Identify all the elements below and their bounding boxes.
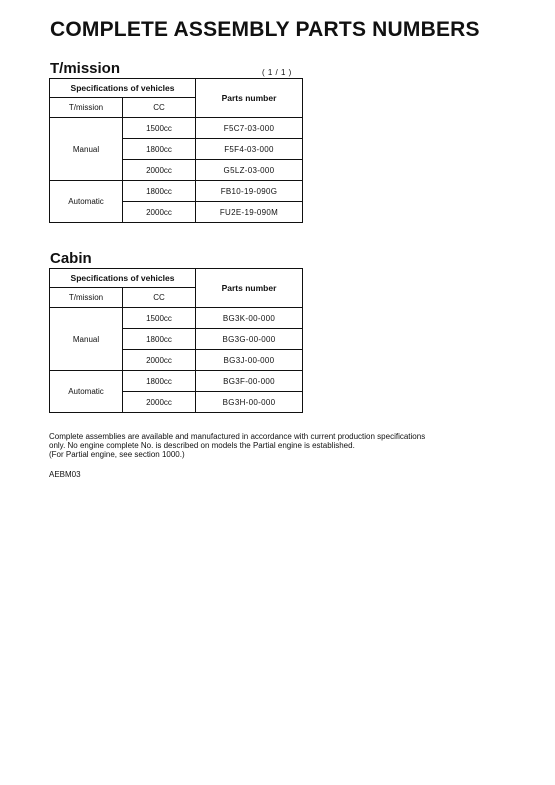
cc-header: CC — [123, 98, 196, 118]
parts-number-header: Parts number — [196, 79, 303, 118]
parts-number-cell: BG3G-00-000 — [196, 329, 303, 350]
parts-number-cell: BG3H-00-000 — [196, 392, 303, 413]
cc-header: CC — [123, 288, 196, 308]
cc-cell: 1800cc — [123, 139, 196, 160]
parts-number-cell: BG3K-00-000 — [196, 308, 303, 329]
tmission-type-cell: Automatic — [50, 181, 123, 223]
tmission-type-cell: Manual — [50, 118, 123, 181]
parts-number-cell: G5LZ-03-000 — [196, 160, 303, 181]
parts-number-cell: F5F4-03-000 — [196, 139, 303, 160]
cc-cell: 1800cc — [123, 371, 196, 392]
cabin-section-title: Cabin — [50, 250, 92, 267]
cc-cell: 2000cc — [123, 202, 196, 223]
tmission-type-cell: Automatic — [50, 371, 123, 413]
cc-cell: 2000cc — [123, 392, 196, 413]
cc-cell: 2000cc — [123, 160, 196, 181]
table-row — [50, 181, 303, 202]
spec-header: Specifications of vehicles — [50, 269, 196, 288]
page-title: COMPLETE ASSEMBLY PARTS NUMBERS — [50, 18, 480, 41]
cc-cell: 1800cc — [123, 181, 196, 202]
cc-cell: 2000cc — [123, 350, 196, 371]
note-line: (For Partial engine, see section 1000.) — [49, 450, 185, 459]
note-line: only. No engine complete No. is described on models the Partial engine is established. — [49, 441, 355, 450]
table-row — [50, 308, 303, 329]
tmission-type-header: T/mission — [50, 288, 123, 308]
tmission-parts-table — [49, 78, 303, 223]
cc-cell: 1500cc — [123, 308, 196, 329]
parts-number-cell: BG3F-00-000 — [196, 371, 303, 392]
assembly-note — [49, 432, 519, 459]
parts-number-cell: FU2E-19-090M — [196, 202, 303, 223]
cc-cell: 1500cc — [123, 118, 196, 139]
table-row — [50, 371, 303, 392]
note-line: Complete assemblies are available and manufactured in accordance with current production specifications — [49, 432, 426, 441]
table-row — [50, 118, 303, 139]
cabin-parts-table — [49, 268, 303, 413]
cc-cell: 1800cc — [123, 329, 196, 350]
parts-number-cell: F5C7-03-000 — [196, 118, 303, 139]
tmission-type-cell: Manual — [50, 308, 123, 371]
parts-number-cell: FB10-19-090G — [196, 181, 303, 202]
tmission-section-title: T/mission — [50, 60, 121, 77]
spec-header: Specifications of vehicles — [50, 79, 196, 98]
tmission-type-header: T/mission — [50, 98, 123, 118]
parts-number-cell: BG3J-00-000 — [196, 350, 303, 371]
parts-number-header: Parts number — [196, 269, 303, 308]
document-code: AEBM03 — [49, 470, 81, 479]
page-counter: ( 1 / 1 ) — [262, 68, 292, 77]
